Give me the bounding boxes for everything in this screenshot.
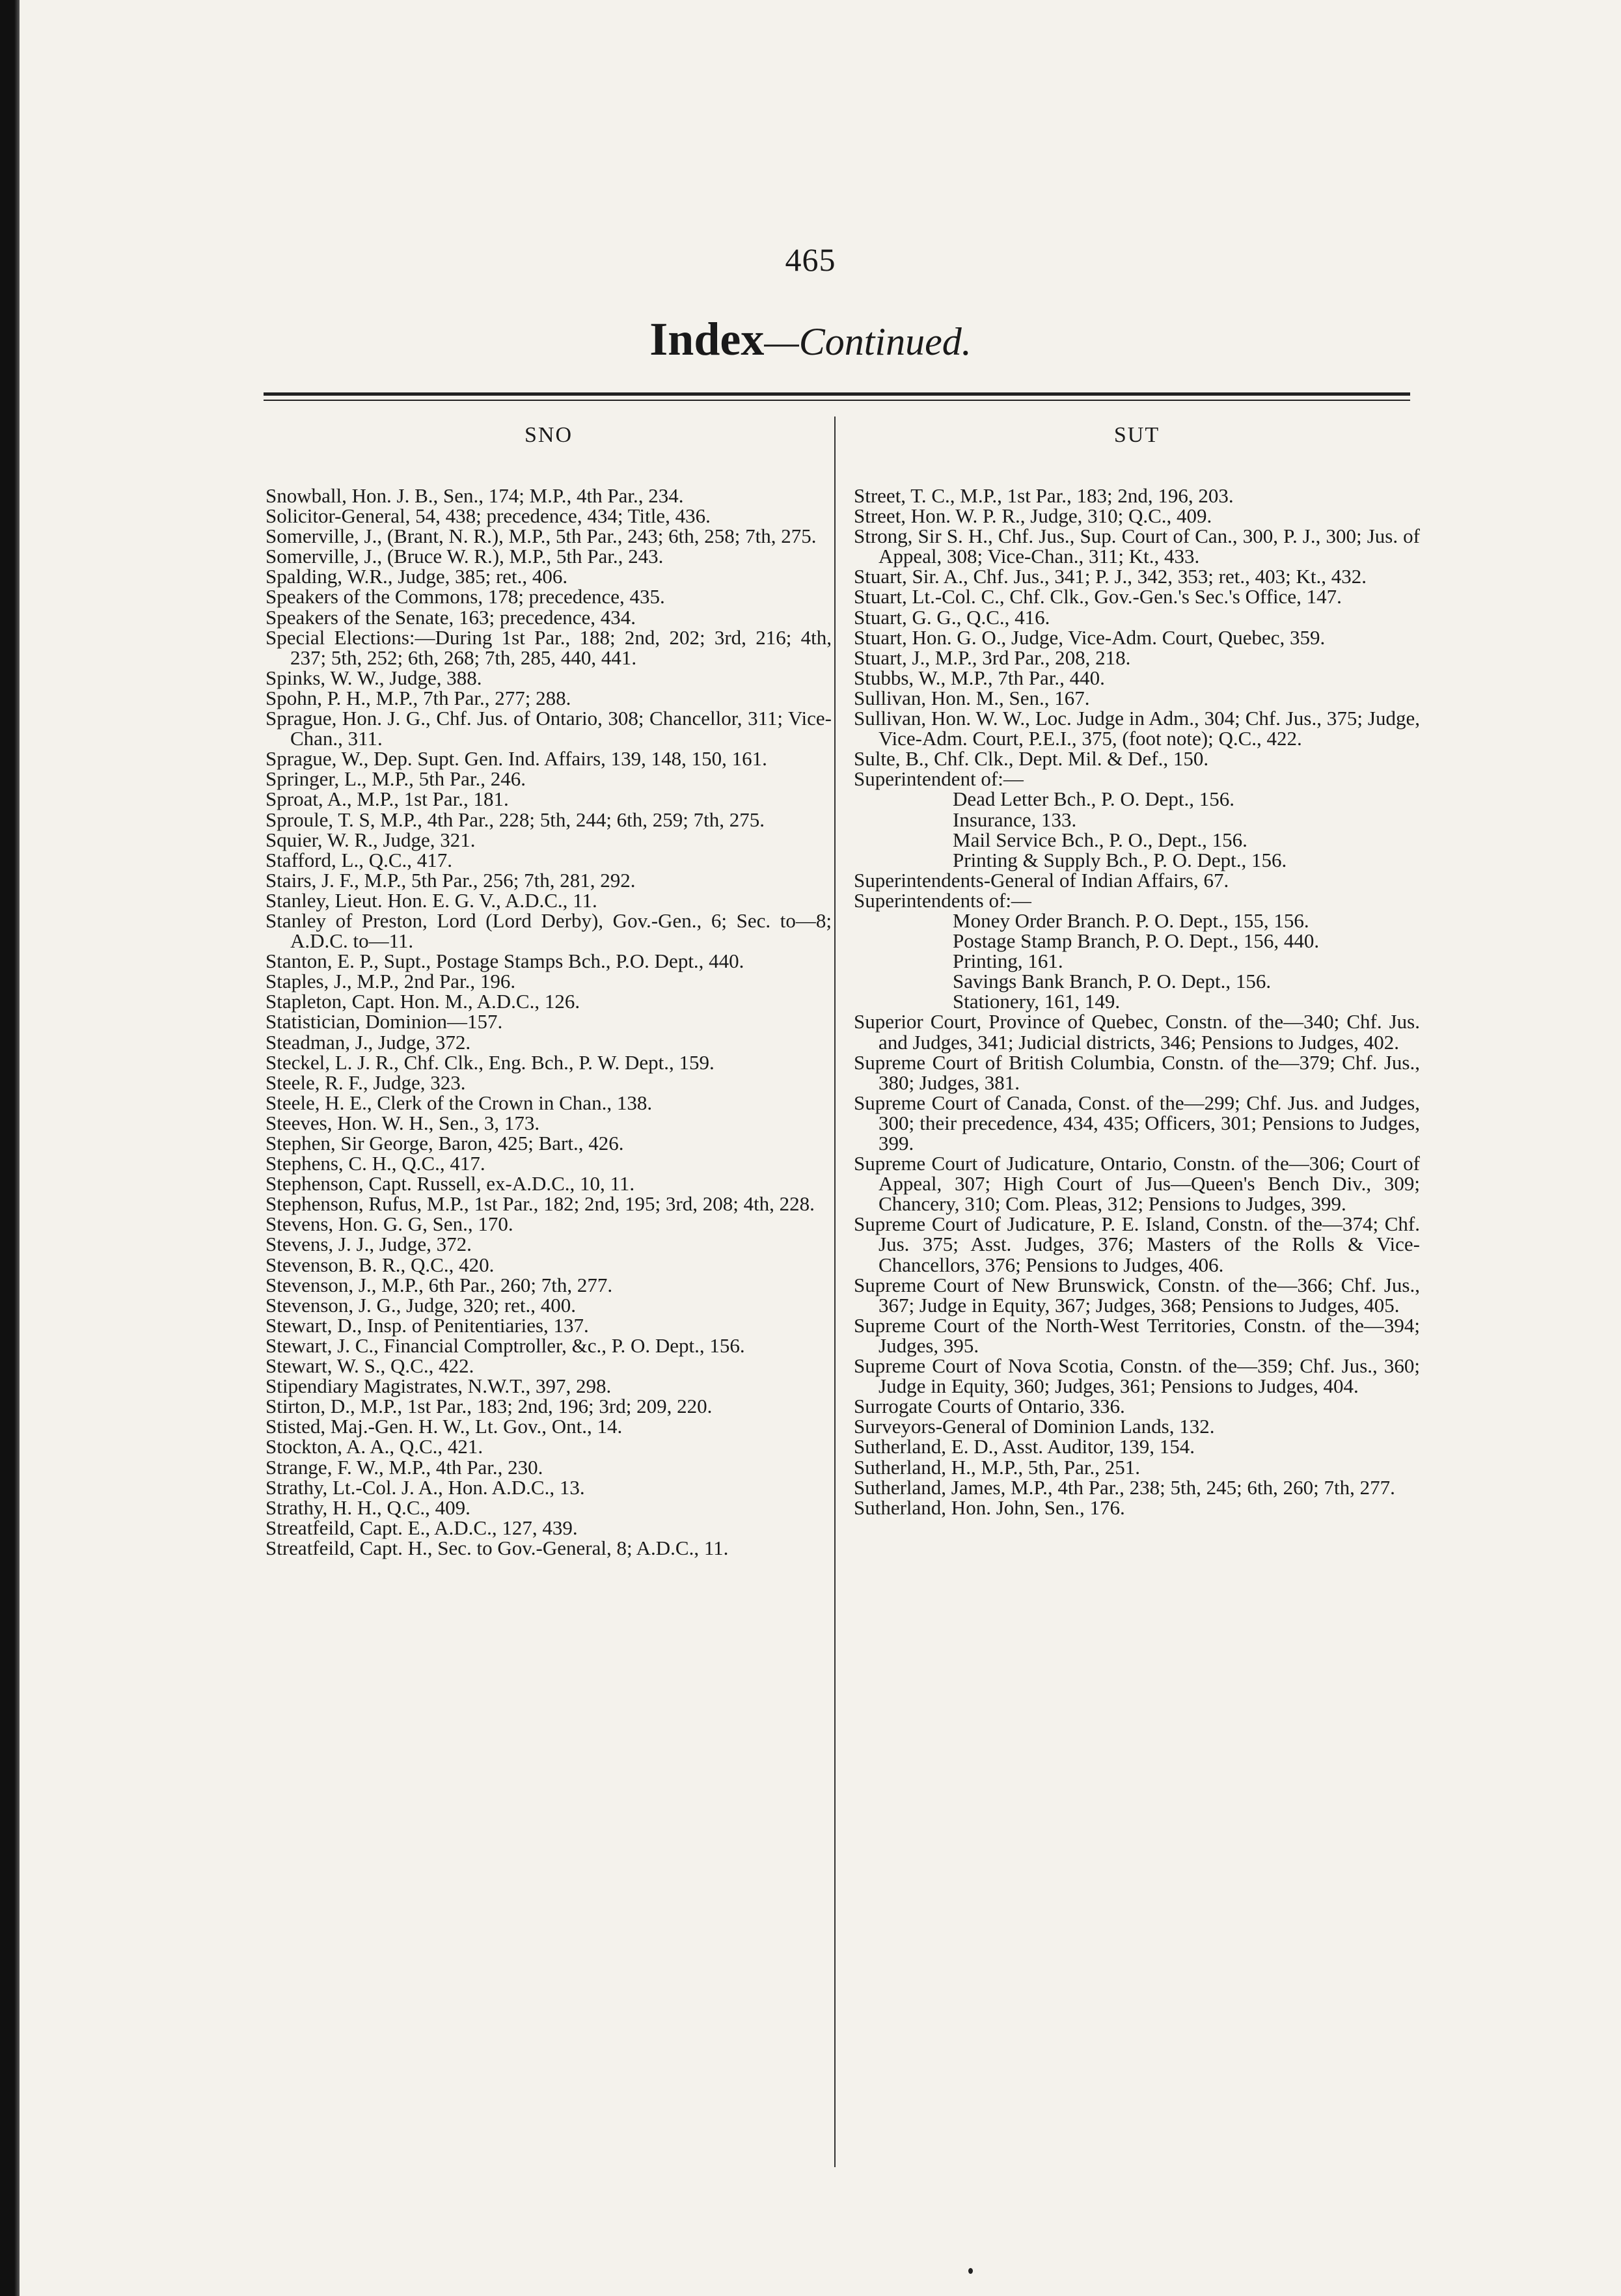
index-entry: Somerville, J., (Bruce W. R.), M.P., 5th Par., 243. [266, 545, 664, 568]
index-entry: Sulte, B., Chf. Clk., Dept. Mil. & Def., 150. [854, 747, 1209, 771]
index-entry: Springer, L., M.P., 5th Par., 246. [266, 767, 526, 791]
index-entry: Steeves, Hon. W. H., Sen., 3, 173. [266, 1111, 540, 1134]
index-column-left [266, 423, 832, 1558]
index-entry: Stuart, J., M.P., 3rd Par., 208, 218. [854, 646, 1131, 669]
index-entry: Streatfeild, Capt. E., A.D.C., 127, 439. [266, 1516, 578, 1539]
ink-speck [968, 2268, 973, 2274]
index-entry: Stuart, Lt.-Col. C., Chf. Clk., Gov.-Gen.'s Sec.'s Office, 147. [854, 585, 1342, 608]
index-entry: Supreme Court of the North-West Territories, Constn. of the—394; Judges, 395. [854, 1313, 1420, 1357]
index-entry: Sprague, W., Dep. Supt. Gen. Ind. Affairs, 139, 148, 150, 161. [266, 747, 767, 771]
index-entry: Stanley, Lieut. Hon. E. G. V., A.D.C., 11. [266, 888, 597, 912]
index-entry: Supreme Court of New Brunswick, Constn. of the—366; Chf. Jus., 367; Judge in Equity, 367; Judges, 368; Pensions to Judges, 405. [854, 1273, 1420, 1317]
entry-list-left [266, 485, 832, 1558]
index-entry: Superintendent of:— [854, 767, 1024, 791]
index-entry: Speakers of the Senate, 163; precedence, 434. [266, 605, 636, 629]
index-entry: Stevenson, J. G., Judge, 320; ret., 400. [266, 1293, 577, 1317]
index-entry: Stuart, Sir. A., Chf. Jus., 341; P. J., 342, 353; ret., 403; Kt., 432. [854, 565, 1367, 588]
index-entry: Steele, H. E., Clerk of the Crown in Chan., 138. [266, 1091, 653, 1114]
index-entry: Stephens, C. H., Q.C., 417. [266, 1152, 485, 1175]
index-entry: Sutherland, H., M.P., 5th, Par., 251. [854, 1455, 1141, 1479]
index-subentry: Money Order Branch. P. O. Dept., 155, 156. [953, 909, 1309, 932]
column-heading-left: SNO [524, 423, 573, 447]
index-entry: Speakers of the Commons, 178; precedence, 435. [266, 585, 665, 608]
index-subentry: Printing & Supply Bch., P. O. Dept., 156. [953, 848, 1287, 871]
index-entry: Stevenson, B. R., Q.C., 420. [266, 1253, 495, 1276]
index-entry: Stockton, A. A., Q.C., 421. [266, 1435, 484, 1458]
index-entry: Stewart, J. C., Financial Comptroller, &c., P. O. Dept., 156. [266, 1333, 745, 1357]
index-subentry: Mail Service Bch., P. O., Dept., 156. [953, 828, 1247, 851]
index-entry: Special Elections:—During 1st Par., 188; 2nd, 202; 3rd, 216; 4th, 237; 5th, 252; 6th, 268; 7th, 285, 440, 441. [266, 625, 832, 669]
index-entry: Stanley of Preston, Lord (Lord Derby), Gov.-Gen., 6; Sec. to—8; A.D.C. to—11. [266, 909, 832, 953]
column-divider [834, 417, 836, 2167]
index-entry: Stirton, D., M.P., 1st Par., 183; 2nd, 196; 3rd; 209, 220. [266, 1395, 713, 1418]
index-entry: Stewart, D., Insp. of Penitentiaries, 137. [266, 1313, 589, 1337]
index-entry: Somerville, J., (Brant, N. R.), M.P., 5th Par., 243; 6th, 258; 7th, 275. [266, 525, 817, 548]
index-entry: Stairs, J. F., M.P., 5th Par., 256; 7th, 281, 292. [266, 868, 636, 892]
index-entry: Sullivan, Hon. W. W., Loc. Judge in Adm., 304; Chf. Jus., 375; Judge, Vice-Adm. Court, P.E.I., 375, (foot note); Q.C., 422. [854, 707, 1420, 750]
index-entry: Snowball, Hon. J. B., Sen., 174; M.P., 4th Par., 234. [266, 484, 684, 507]
index-entry: Squier, W. R., Judge, 321. [266, 828, 476, 851]
index-entry: Strathy, Lt.-Col. J. A., Hon. A.D.C., 13. [266, 1475, 585, 1499]
index-entry: Superior Court, Province of Quebec, Constn. of the—340; Chf. Jus. and Judges, 341; Judicial districts, 346; Pensions to Judges, 402. [854, 1010, 1420, 1054]
index-entry: Stephen, Sir George, Baron, 425; Bart., 426. [266, 1132, 624, 1155]
index-entry: Stapleton, Capt. Hon. M., A.D.C., 126. [266, 990, 580, 1013]
index-entry: Stanton, E. P., Supt., Postage Stamps Bch., P.O. Dept., 440. [266, 950, 744, 973]
index-entry: Stephenson, Rufus, M.P., 1st Par., 182; 2nd, 195; 3rd, 208; 4th, 228. [266, 1192, 815, 1216]
index-entry: Stevens, J. J., Judge, 372. [266, 1233, 472, 1256]
index-entry: Supreme Court of British Columbia, Constn. of the—379; Chf. Jus., 380; Judges, 381. [854, 1050, 1420, 1094]
index-entry: Spinks, W. W., Judge, 388. [266, 666, 482, 689]
index-entry: Stevens, Hon. G. G, Sen., 170. [266, 1212, 513, 1236]
index-subentry: Dead Letter Bch., P. O. Dept., 156. [953, 787, 1235, 811]
index-entry: Spalding, W.R., Judge, 385; ret., 406. [266, 565, 568, 588]
index-entry: Stipendiary Magistrates, N.W.T., 397, 298. [266, 1374, 612, 1398]
index-entry: Strange, F. W., M.P., 4th Par., 230. [266, 1455, 543, 1479]
index-subentry: Postage Stamp Branch, P. O. Dept., 156, 440. [953, 929, 1320, 953]
index-entry: Superintendents of:— [854, 888, 1031, 912]
index-entry: Steckel, L. J. R., Chf. Clk., Eng. Bch., P. W. Dept., 159. [266, 1050, 715, 1074]
index-entry: Supreme Court of Nova Scotia, Constn. of the—359; Chf. Jus., 360; Judge in Equity, 360; Judges, 361; Pensions to Judges, 404. [854, 1354, 1420, 1398]
title-rule-thick [264, 392, 1410, 396]
index-subentry: Savings Bank Branch, P. O. Dept., 156. [953, 970, 1272, 993]
index-entry: Supreme Court of Judicature, P. E. Island, Constn. of the—374; Chf. Jus. 375; Asst. Judges, 376; Masters of the Rolls & Vice-Chancellors, 376; Pensions to Judges, 406. [854, 1212, 1420, 1276]
entry-list-right [854, 485, 1420, 1518]
index-entry: Surveyors-General of Dominion Lands, 132. [854, 1415, 1215, 1438]
index-entry: Stubbs, W., M.P., 7th Par., 440. [854, 666, 1105, 689]
index-entry: Sproat, A., M.P., 1st Par., 181. [266, 787, 509, 811]
title-dash: — [764, 320, 799, 363]
index-entry: Sutherland, Hon. John, Sen., 176. [854, 1496, 1125, 1519]
index-entry: Surrogate Courts of Ontario, 336. [854, 1395, 1125, 1418]
index-entry: Stewart, W. S., Q.C., 422. [266, 1354, 474, 1378]
index-subentry: Printing, 161. [953, 950, 1063, 973]
index-entry: Stevenson, J., M.P., 6th Par., 260; 7th, 277. [266, 1273, 613, 1296]
index-entry: Steadman, J., Judge, 372. [266, 1030, 471, 1054]
index-entry: Stuart, Hon. G. O., Judge, Vice-Adm. Court, Quebec, 359. [854, 625, 1326, 649]
index-entry: Strong, Sir S. H., Chf. Jus., Sup. Court of Can., 300, P. J., 300; Jus. of Appeal, 308; Vice-Chan., 311; Kt., 433. [854, 525, 1420, 568]
index-entry: Stisted, Maj.-Gen. H. W., Lt. Gov., Ont., 14. [266, 1415, 623, 1438]
index-entry: Sproule, T. S, M.P., 4th Par., 228; 5th, 244; 6th, 259; 7th, 275. [266, 808, 765, 831]
index-entry: Solicitor-General, 54, 438; precedence, 434; Title, 436. [266, 504, 711, 528]
index-entry: Strathy, H. H., Q.C., 409. [266, 1496, 470, 1519]
index-entry: Sullivan, Hon. M., Sen., 167. [854, 686, 1090, 709]
page-title [0, 312, 1621, 366]
index-entry: Supreme Court of Canada, Const. of the—299; Chf. Jus. and Judges, 300; their precedence, 434, 435; Officers, 301; Pensions to Judges, 399. [854, 1091, 1420, 1155]
page-number: 465 [785, 241, 836, 278]
index-entry: Stuart, G. G., Q.C., 416. [854, 605, 1050, 629]
index-entry: Street, T. C., M.P., 1st Par., 183; 2nd, 196, 203. [854, 484, 1234, 507]
index-entry: Stafford, L., Q.C., 417. [266, 848, 453, 871]
index-entry: Steele, R. F., Judge, 323. [266, 1071, 466, 1094]
index-entry: Superintendents-General of Indian Affairs, 67. [854, 868, 1229, 892]
index-entry: Sutherland, E. D., Asst. Auditor, 139, 154. [854, 1435, 1195, 1458]
index-entry: Sutherland, James, M.P., 4th Par., 238; 5th, 245; 6th, 260; 7th, 277. [854, 1475, 1395, 1499]
index-subentry: Stationery, 161, 149. [953, 990, 1121, 1013]
column-heading-right: SUT [1113, 423, 1160, 447]
title-word: Index [649, 313, 765, 365]
index-entry: Statistician, Dominion—157. [266, 1010, 503, 1033]
index-entry: Supreme Court of Judicature, Ontario, Constn. of the—306; Court of Appeal, 307; High Court of Jus—Queen's Bench Div., 309; Chancery, 310; Com. Pleas, 312; Pensions to Judges, 399. [854, 1152, 1420, 1216]
title-continued: Continued. [798, 320, 972, 363]
index-entry: Spohn, P. H., M.P., 7th Par., 277; 288. [266, 686, 571, 709]
index-column-right [854, 423, 1420, 1518]
index-entry: Streatfeild, Capt. H., Sec. to Gov.-General, 8; A.D.C., 11. [266, 1536, 729, 1559]
index-entry: Stephenson, Capt. Russell, ex-A.D.C., 10, 11. [266, 1172, 635, 1196]
index-entry: Sprague, Hon. J. G., Chf. Jus. of Ontario, 308; Chancellor, 311; Vice-Chan., 311. [266, 707, 832, 750]
index-entry: Street, Hon. W. P. R., Judge, 310; Q.C., 409. [854, 504, 1212, 528]
index-entry: Staples, J., M.P., 2nd Par., 196. [266, 970, 516, 993]
index-subentry: Insurance, 133. [953, 808, 1077, 831]
title-rule-thin [264, 400, 1410, 401]
